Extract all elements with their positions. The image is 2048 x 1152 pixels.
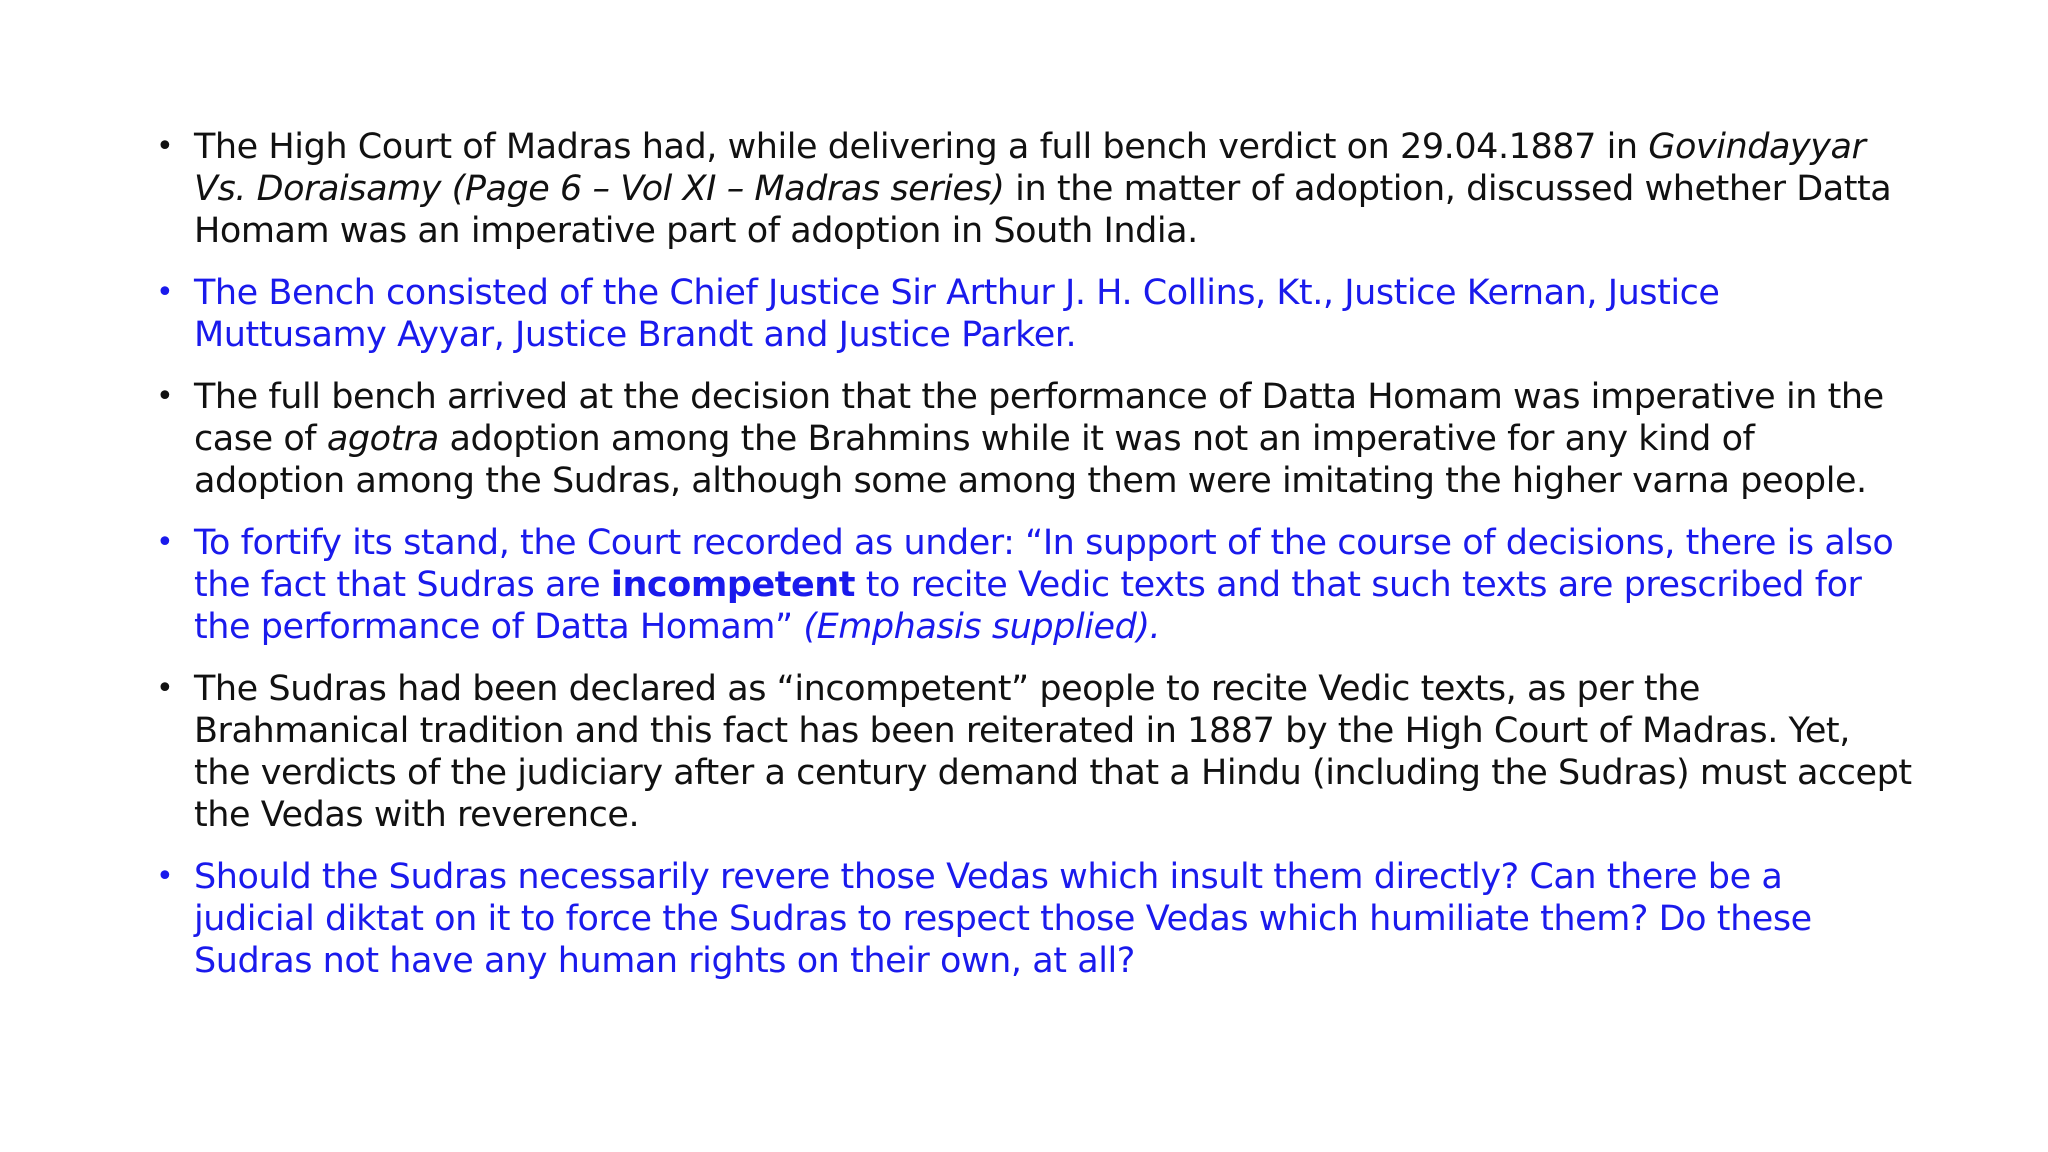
bullet-dot-icon: • bbox=[156, 275, 174, 310]
bullet-dot-icon: • bbox=[156, 129, 174, 164]
bullet-item-court-quote bbox=[152, 522, 1912, 648]
emphasized-term: incompetent bbox=[610, 565, 856, 605]
bullet-text: The Sudras had been declared as “incompetent” people to recite Vedic texts, as per the Brahmanical tradition and this fact has been reiterated in 1887 by the High Court of Madras. Yet, the verdicts of the judiciary after a century demand that a Hindu (including the Sudras) must accept the Vedas with reverence. bbox=[194, 669, 1912, 835]
bullet-text: Should the Sudras necessarily revere those Vedas which insult them directly? Can there be a judicial diktat on it to force the Sudras to respect those Vedas which humiliate them? Do these Sudras not have any human rights on their own, at all? bbox=[194, 857, 1812, 981]
bullet-item-questions bbox=[152, 856, 1912, 982]
bullet-text: The High Court of Madras had, while delivering a full bench verdict on 29.04.1887 in bbox=[194, 127, 1649, 167]
bullet-item-sudras-declared bbox=[152, 668, 1912, 836]
bullet-text: The full bench arrived at the decision that the performance of Datta Homam was imperative in the case of bbox=[194, 377, 1884, 459]
bullet-item-court-verdict bbox=[152, 126, 1912, 252]
bullet-dot-icon: • bbox=[156, 525, 174, 560]
bullet-list bbox=[152, 126, 1912, 1002]
bullet-text: adoption among the Brahmins while it was not an imperative for any kind of adoption among the Sudras, although some among them were imitating the higher varna people. bbox=[194, 419, 1867, 501]
bullet-text: The Bench consisted of the Chief Justice Sir Arthur J. H. Collins, Kt., Justice Kernan, Justice Muttusamy Ayyar, Justice Brandt and Justice Parker. bbox=[194, 273, 1720, 355]
bullet-item-decision bbox=[152, 376, 1912, 502]
bullet-text: to recite Vedic texts and that such texts are prescribed for the performance of Datta Homam” bbox=[194, 565, 1862, 647]
bullet-text: in the matter of adoption, discussed whether Datta Homam was an imperative part of adoption in South India. bbox=[194, 169, 1892, 251]
bullet-text: To fortify its stand, the Court recorded as under: “In support of the course of decisions, there is also the fact that Sudras are bbox=[194, 523, 1894, 605]
case-citation: Govindayyar Vs. Doraisamy (Page 6 – Vol XI – Madras series) bbox=[194, 127, 1866, 209]
bullet-dot-icon: • bbox=[156, 859, 174, 894]
bullet-dot-icon: • bbox=[156, 379, 174, 414]
bullet-dot-icon: • bbox=[156, 671, 174, 706]
bullet-item-bench-members bbox=[152, 272, 1912, 356]
italic-term: agotra bbox=[326, 419, 439, 459]
emphasis-note: (Emphasis supplied). bbox=[803, 607, 1161, 647]
